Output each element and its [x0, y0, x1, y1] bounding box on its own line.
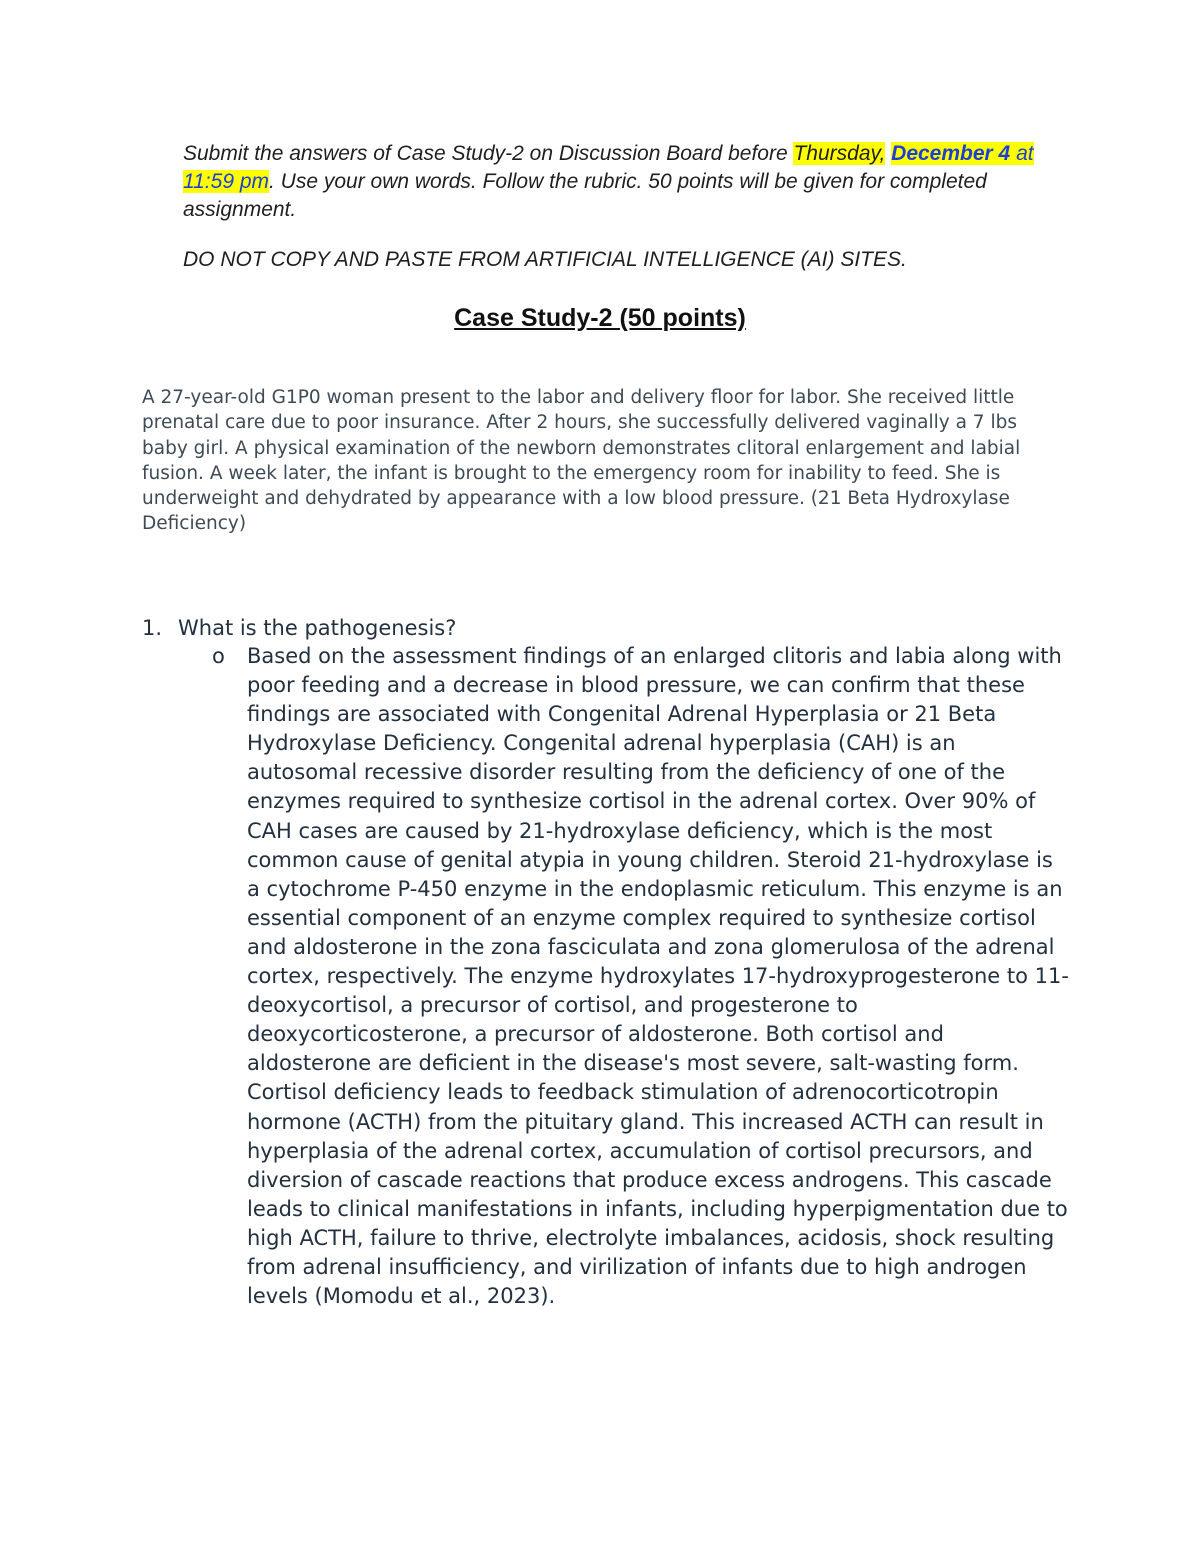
highlight-date: December 4	[891, 142, 1011, 165]
highlight-time: at 11:59 pm	[183, 142, 1034, 193]
answer-item	[212, 642, 1072, 1311]
question-item	[142, 614, 1062, 643]
question-number: 1.	[142, 616, 163, 640]
submission-instructions	[183, 140, 1063, 224]
question-text: What is the pathogenesis?	[178, 616, 457, 640]
highlight-day: Thursday,	[793, 142, 886, 165]
case-description: A 27-year-old G1P0 woman present to the labor and delivery floor for labor. She received little prenatal care due to poor insurance. After 2 hours, she successfully delivered vaginally a 7 lbs baby girl. A physical examination of the newborn demonstrates clitoral enlargement and labial fusion. A week later, the infant is brought to the emergency room for inability to feed. She is underweight and dehydrated by appearance with a low blood pressure. (21 Beta Hydroxylase Deficiency)	[142, 387, 1021, 535]
bullet-icon: o	[212, 644, 225, 668]
instructions-intro: Submit the answers of Case Study-2 on Discussion Board before	[183, 142, 794, 165]
ai-warning: DO NOT COPY AND PASTE FROM ARTIFICIAL INTELLIGENCE (AI) SITES.	[183, 248, 907, 271]
instructions-rest: . Use your own words. Follow the rubric. 50 points will be given for completed assignment.	[183, 170, 987, 221]
page-title: Case Study-2 (50 points)	[454, 304, 746, 332]
answer-text: Based on the assessment findings of an enlarged clitoris and labia along with poor feeding and a decrease in blood pressure, we can confirm that these findings are associated with Congenital Adrenal Hyperplasia or 21 Beta Hydroxylase Deficiency. Congenital adrenal hyperplasia (CAH) is an autosomal recessive disorder resulting from the deficiency of one of the enzymes required to synthesize cortisol in the adrenal cortex. Over 90% of CAH cases are caused by 21-hydroxylase deficiency, which is the most common cause of genital atypia in young children. Steroid 21-hydroxylase is a cytochrome P-450 enzyme in the endoplasmic reticulum. This enzyme is an essential component of an enzyme complex required to synthesize cortisol and aldosterone in the zona fasciculata and zona glomerulosa of the adrenal cortex, respectively. The enzyme hydroxylates 17-hydroxyprogesterone to 11-deoxycortisol, a precursor of cortisol, and progesterone to deoxycorticosterone, a precursor of aldosterone. Both cortisol and aldosterone are deficient in the disease's most severe, salt-wasting form. Cortisol deficiency leads to feedback stimulation of adrenocorticotropin hormone (ACTH) from the pituitary gland. This increased ACTH can result in hyperplasia of the adrenal cortex, accumulation of cortisol precursors, and diversion of cascade reactions that produce excess androgens. This cascade leads to clinical manifestations in infants, including hyperpigmentation due to high ACTH, failure to thrive, electrolyte imbalances, acidosis, shock resulting from adrenal insufficiency, and virilization of infants due to high androgen levels (Momodu et al., 2023).	[247, 644, 1069, 1309]
